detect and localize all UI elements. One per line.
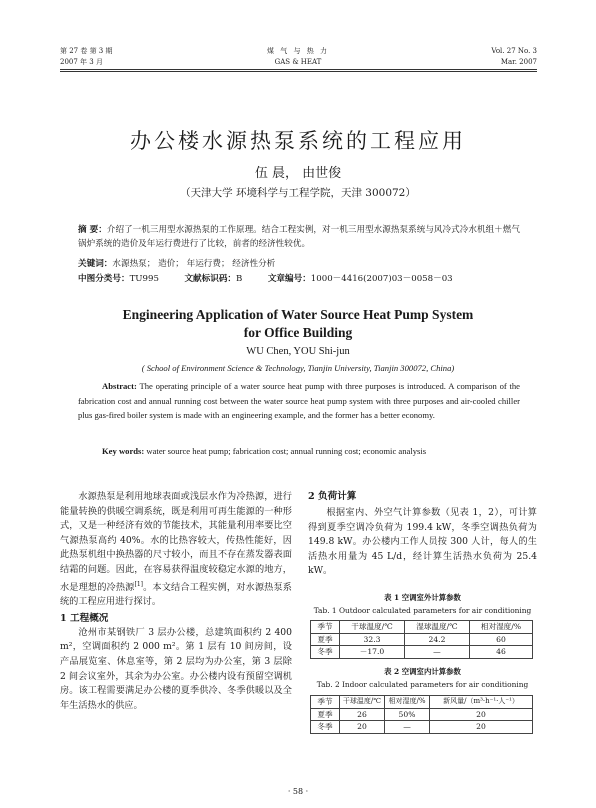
table-1-header-row (311, 621, 533, 634)
clc-value: TU995 (129, 274, 159, 284)
authors-en: WU Chen, YOU Shi-jun (246, 346, 350, 357)
table-cell: 20 (430, 708, 533, 721)
affiliation-en: ( School of Environment Science & Technology, Tianjin University, Tianjin 300072, China) (141, 363, 455, 373)
table-2-header-cell: 干球温度/℃ (340, 696, 385, 709)
article-no-label: 文章编号： (267, 274, 311, 284)
authors-cn: 伍 晨， 由世俊 (254, 166, 342, 181)
table-2-header-row (311, 696, 533, 709)
table-cell: 50% (385, 708, 430, 721)
intro-text-end: 。本文结合工程实例，对水源热泵系统的工程应用进行探讨。 (60, 581, 292, 608)
table-cell: 冬季 (311, 721, 340, 734)
abstract-en-label: Abstract: (102, 381, 137, 391)
classification-line (78, 272, 520, 286)
table-cell: — (404, 646, 469, 659)
table-cell: －17.0 (340, 646, 405, 659)
affiliation-cn: （天津大学 环境科学与工程学院，天津 300072） (180, 187, 416, 199)
table-cell: 夏季 (311, 633, 340, 646)
table-1-header-cell: 相对湿度/% (469, 621, 532, 634)
abstract-cn (78, 223, 520, 251)
paper-title-cn: 办公楼水源热泵系统的工程应用 (130, 129, 466, 153)
paper-title-en-line1: Engineering Application of Water Source Heat Pump System (122, 307, 474, 322)
table-row (311, 646, 533, 659)
header-volume-en: Vol. 27 No. 3 (491, 47, 537, 55)
left-column (60, 490, 292, 713)
section-2-heading: 2 负荷计算 (308, 491, 357, 502)
keywords-cn-label: 关键词： (78, 259, 113, 269)
page-number: · 58 · (287, 787, 309, 796)
doccode-value: B (236, 274, 243, 284)
table-1-header-cell: 干球温度/℃ (340, 621, 405, 634)
table-cell: 26 (340, 708, 385, 721)
table-cell: — (385, 721, 430, 734)
table-row (311, 708, 533, 721)
table-cell: 20 (430, 721, 533, 734)
paper-title-en (0, 306, 596, 342)
abstract-cn-label: 摘 要： (78, 225, 107, 235)
paper-title-en-line2: for Office Building (243, 325, 353, 340)
table-row (311, 721, 533, 734)
table-cell: 冬季 (311, 646, 340, 659)
section-1-heading: 1 工程概况 (60, 612, 109, 624)
table-2-caption-cn: 表 2 空调室内计算参数 (384, 667, 461, 676)
table-2-header-cell: 季节 (311, 696, 340, 709)
clc-label: 中图分类号： (78, 274, 130, 284)
header-date-en: Mar. 2007 (500, 58, 537, 66)
citation-ref: [1] (134, 580, 143, 588)
table-cell: 32.3 (340, 633, 405, 646)
abstract-cn-text: 介绍了一机三用型水源热泵的工作原理。结合工程实例，对一机三用型水源热泵系统与风冷式冷水机组＋燃气锅炉系统的造价及年运行费进行了比较，前者的经济性较优。 (78, 225, 520, 249)
doccode-label: 文献标识码： (184, 274, 237, 284)
section-1-paragraph: 沧州市某钢铁厂 3 层办公楼，总建筑面积约 2 400 m²，空调面积约 2 000 m²。第 1 层有 10 间房间，设产品展览室、休息室等，第 2 层均为办公室，第 3 层除 2 间会议室外，其余为办公室。办公楼内设有预留空调机房。该工程需要满足办公楼的夏季供冷、冬季供暖以及全年生活热水的供应。 (60, 626, 292, 711)
header-journal-en: GAS & HEAT (274, 58, 322, 66)
table-row (311, 633, 533, 646)
header-rule (60, 69, 537, 70)
table-cell: 60 (469, 633, 532, 646)
table-1-header-cell: 湿球温度/℃ (404, 621, 469, 634)
table-cell: 24.2 (404, 633, 469, 646)
article-no-value: 1000－4416(2007)03－0058－03 (310, 274, 453, 284)
header-journal-cn: 煤 气 与 热 力 (267, 47, 329, 55)
keywords-en (78, 444, 520, 459)
table-1-caption-cn: 表 1 空调室外计算参数 (384, 593, 461, 602)
section-2-paragraph: 根据室内、外空气计算参数（见表 1，2），可计算得到夏季空调冷负荷为 199.4 kW，冬季空调热负荷为 149.8 kW。办公楼内工作人员按 300 人计，每人的生活热水用量为 45 L/d，经计算生活热水负荷为 25.4 kW。 (308, 507, 537, 577)
table-1 (310, 620, 533, 659)
abstract-en (78, 379, 520, 423)
table-2-header-cell: 新风量/（m³·h⁻¹·人⁻¹） (430, 696, 533, 709)
header-rule-thin (60, 71, 537, 72)
header-date-cn: 2007 年 3 月 (60, 58, 103, 66)
intro-paragraph (60, 490, 292, 610)
table-2-caption-en: Tab. 2 Indoor calculated parameters for air conditioning (316, 680, 529, 689)
table-2 (310, 695, 533, 734)
table-cell: 46 (469, 646, 532, 659)
header-volume-cn: 第 27 卷 第 3 期 (60, 47, 113, 55)
keywords-en-label: Key words: (102, 446, 145, 456)
table-cell: 夏季 (311, 708, 340, 721)
keywords-en-text: water source heat pump; fabrication cost; annual running cost; economic analysis (146, 446, 427, 456)
abstract-en-text: The operating principle of a water source heat pump with three purposes is introduced. A comparison of the fabrication cost and annual running cost between the water source heat pump system with three purposes and air-cooled chiller plus gas-fired boiler system is made with an engineering example, and the former has a better economy. (78, 381, 520, 420)
intro-text: 水源热泵是利用地球表面或浅层水作为冷热源，进行能量转换的供暖空调系统，既是利用可再生能源的一种形式，又是一种经济有效的节能技术，其能量利用率要比空气源热泵高约 40%。水的比热容较大，传热性能好，因此热泵机组中换热器的尺寸较小，而且不存在蒸发器表面结霜的问题。因此，在容易获得温度较稳定水源的地方，水是理想的冷热源 (60, 491, 292, 593)
table-1-caption-en: Tab. 1 Outdoor calculated parameters for air conditioning (313, 606, 532, 615)
keywords-cn (78, 257, 520, 271)
table-1-header-cell: 季节 (311, 621, 340, 634)
keywords-cn-text: 水源热泵； 造价； 年运行费； 经济性分析 (112, 259, 276, 269)
table-cell: 20 (340, 721, 385, 734)
table-2-header-cell: 相对湿度/% (385, 696, 430, 709)
right-column (308, 490, 537, 579)
